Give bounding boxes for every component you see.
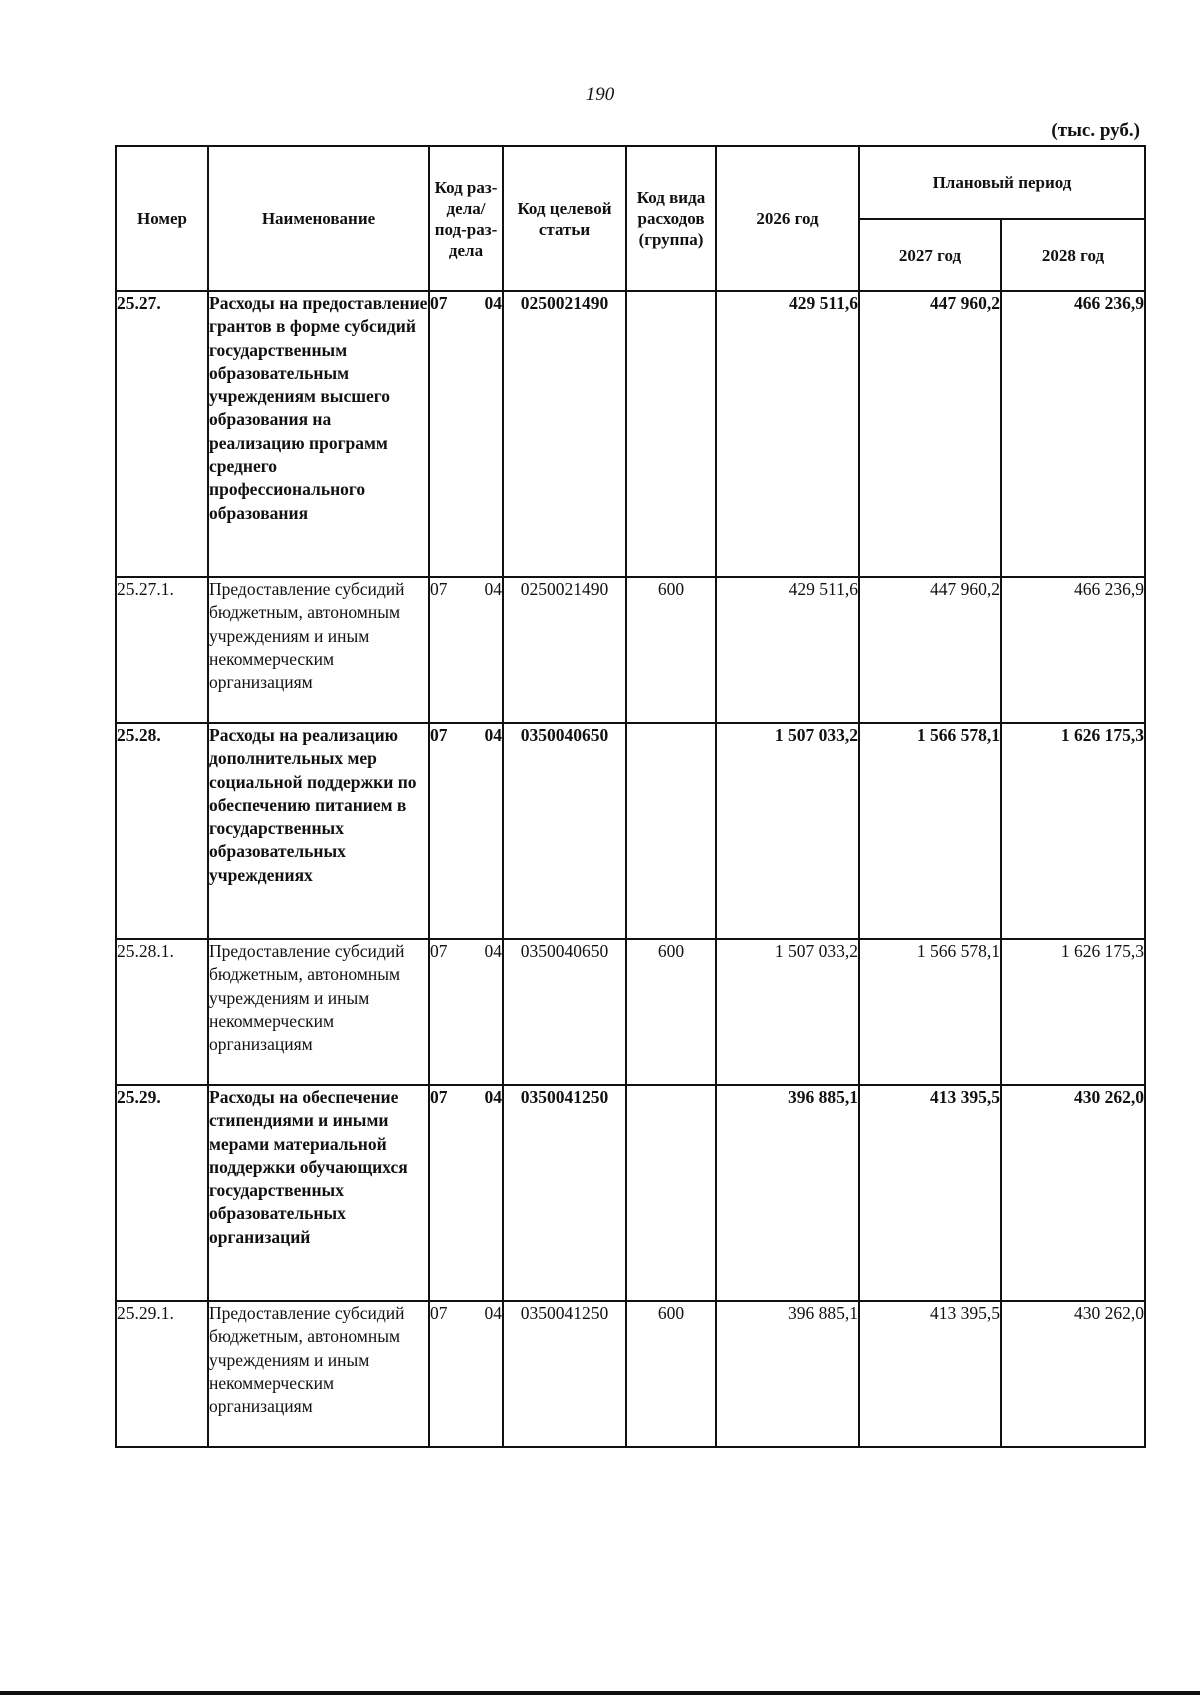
row-target-code: 0250021490 — [503, 577, 626, 723]
row-amount-2028: 1 626 175,3 — [1001, 723, 1145, 939]
row-amount-2027: 1 566 578,1 — [859, 723, 1001, 939]
row-name: Расходы на обеспечение стипендиями и иными мерами материальной поддержки обучающихся государственных образовательных организаций — [208, 1085, 429, 1301]
table-row — [116, 723, 1145, 939]
row-target-code: 0350041250 — [503, 1085, 626, 1301]
row-expense-type — [626, 1085, 716, 1301]
row-expense-type: 600 — [626, 1301, 716, 1447]
row-target-code: 0250021490 — [503, 291, 626, 577]
row-subsection: 04 — [484, 1303, 502, 1323]
row-expense-type: 600 — [626, 577, 716, 723]
row-amount-2028: 466 236,9 — [1001, 291, 1145, 577]
row-section-code — [429, 577, 503, 723]
row-section: 07 — [430, 941, 448, 961]
row-amount-2026: 429 511,6 — [716, 577, 859, 723]
row-section-code — [429, 291, 503, 577]
row-subsection: 04 — [484, 579, 502, 599]
table-body — [116, 291, 1145, 1447]
row-section-code — [429, 1301, 503, 1447]
row-amount-2026: 396 885,1 — [716, 1301, 859, 1447]
row-amount-2028: 1 626 175,3 — [1001, 939, 1145, 1085]
table-row — [116, 1085, 1145, 1301]
row-name: Расходы на предоставление грантов в форме субсидий государственным образовательным учреждениям высшего образования на реализацию программ среднего профессионального образования — [208, 291, 429, 577]
row-number: 25.27.1. — [116, 577, 208, 723]
units-label: (тыс. руб.) — [1051, 120, 1140, 141]
header-name: Наименование — [208, 146, 429, 291]
header-year-2027: 2027 год — [859, 219, 1001, 291]
row-amount-2027: 447 960,2 — [859, 577, 1001, 723]
header-planned-period: Плановый период — [859, 146, 1145, 219]
row-amount-2026: 1 507 033,2 — [716, 723, 859, 939]
row-expense-type — [626, 723, 716, 939]
row-section-code — [429, 1085, 503, 1301]
table-row — [116, 1301, 1145, 1447]
row-amount-2027: 413 395,5 — [859, 1085, 1001, 1301]
row-subsection: 04 — [484, 941, 502, 961]
header-expense-type: Код вида расходов (группа) — [626, 146, 716, 291]
row-subsection: 04 — [484, 725, 502, 745]
row-number: 25.29.1. — [116, 1301, 208, 1447]
row-section-code — [429, 723, 503, 939]
row-amount-2028: 430 262,0 — [1001, 1085, 1145, 1301]
row-name: Предоставление субсидий бюджетным, автономным учреждениям и иным некоммерческим организациям — [208, 1301, 429, 1447]
row-amount-2028: 430 262,0 — [1001, 1301, 1145, 1447]
row-amount-2026: 396 885,1 — [716, 1085, 859, 1301]
table-header — [116, 146, 1145, 291]
table-row — [116, 291, 1145, 577]
row-amount-2026: 1 507 033,2 — [716, 939, 859, 1085]
row-section: 07 — [430, 293, 448, 313]
row-name: Предоставление субсидий бюджетным, автономным учреждениям и иным некоммерческим организациям — [208, 939, 429, 1085]
row-subsection: 04 — [484, 293, 502, 313]
bottom-border — [0, 1691, 1200, 1695]
row-expense-type — [626, 291, 716, 577]
table-row — [116, 939, 1145, 1085]
row-section: 07 — [430, 1303, 448, 1323]
row-amount-2027: 447 960,2 — [859, 291, 1001, 577]
row-number: 25.28.1. — [116, 939, 208, 1085]
page-number: 190 — [585, 84, 615, 105]
row-name: Расходы на реализацию дополнительных мер социальной поддержки по обеспечению питанием в государственных образовательных учреждениях — [208, 723, 429, 939]
row-number: 25.29. — [116, 1085, 208, 1301]
row-section: 07 — [430, 725, 448, 745]
row-amount-2027: 413 395,5 — [859, 1301, 1001, 1447]
header-year-2028: 2028 год — [1001, 219, 1145, 291]
table-row — [116, 577, 1145, 723]
row-number: 25.27. — [116, 291, 208, 577]
header-section-code — [429, 146, 503, 291]
row-section: 07 — [430, 1087, 448, 1107]
row-target-code: 0350040650 — [503, 939, 626, 1085]
header-number: Номер — [116, 146, 208, 291]
row-section: 07 — [430, 579, 448, 599]
row-expense-type: 600 — [626, 939, 716, 1085]
row-amount-2028: 466 236,9 — [1001, 577, 1145, 723]
row-amount-2027: 1 566 578,1 — [859, 939, 1001, 1085]
budget-table — [115, 145, 1146, 1448]
row-target-code: 0350040650 — [503, 723, 626, 939]
header-section-code-label: Код раз-дела/ под-раз-дела — [434, 177, 498, 260]
header-year-2026: 2026 год — [716, 146, 859, 291]
row-target-code: 0350041250 — [503, 1301, 626, 1447]
row-amount-2026: 429 511,6 — [716, 291, 859, 577]
row-name: Предоставление субсидий бюджетным, автономным учреждениям и иным некоммерческим организациям — [208, 577, 429, 723]
header-target-code: Код целевой статьи — [503, 146, 626, 291]
row-subsection: 04 — [484, 1087, 502, 1107]
row-number: 25.28. — [116, 723, 208, 939]
row-section-code — [429, 939, 503, 1085]
